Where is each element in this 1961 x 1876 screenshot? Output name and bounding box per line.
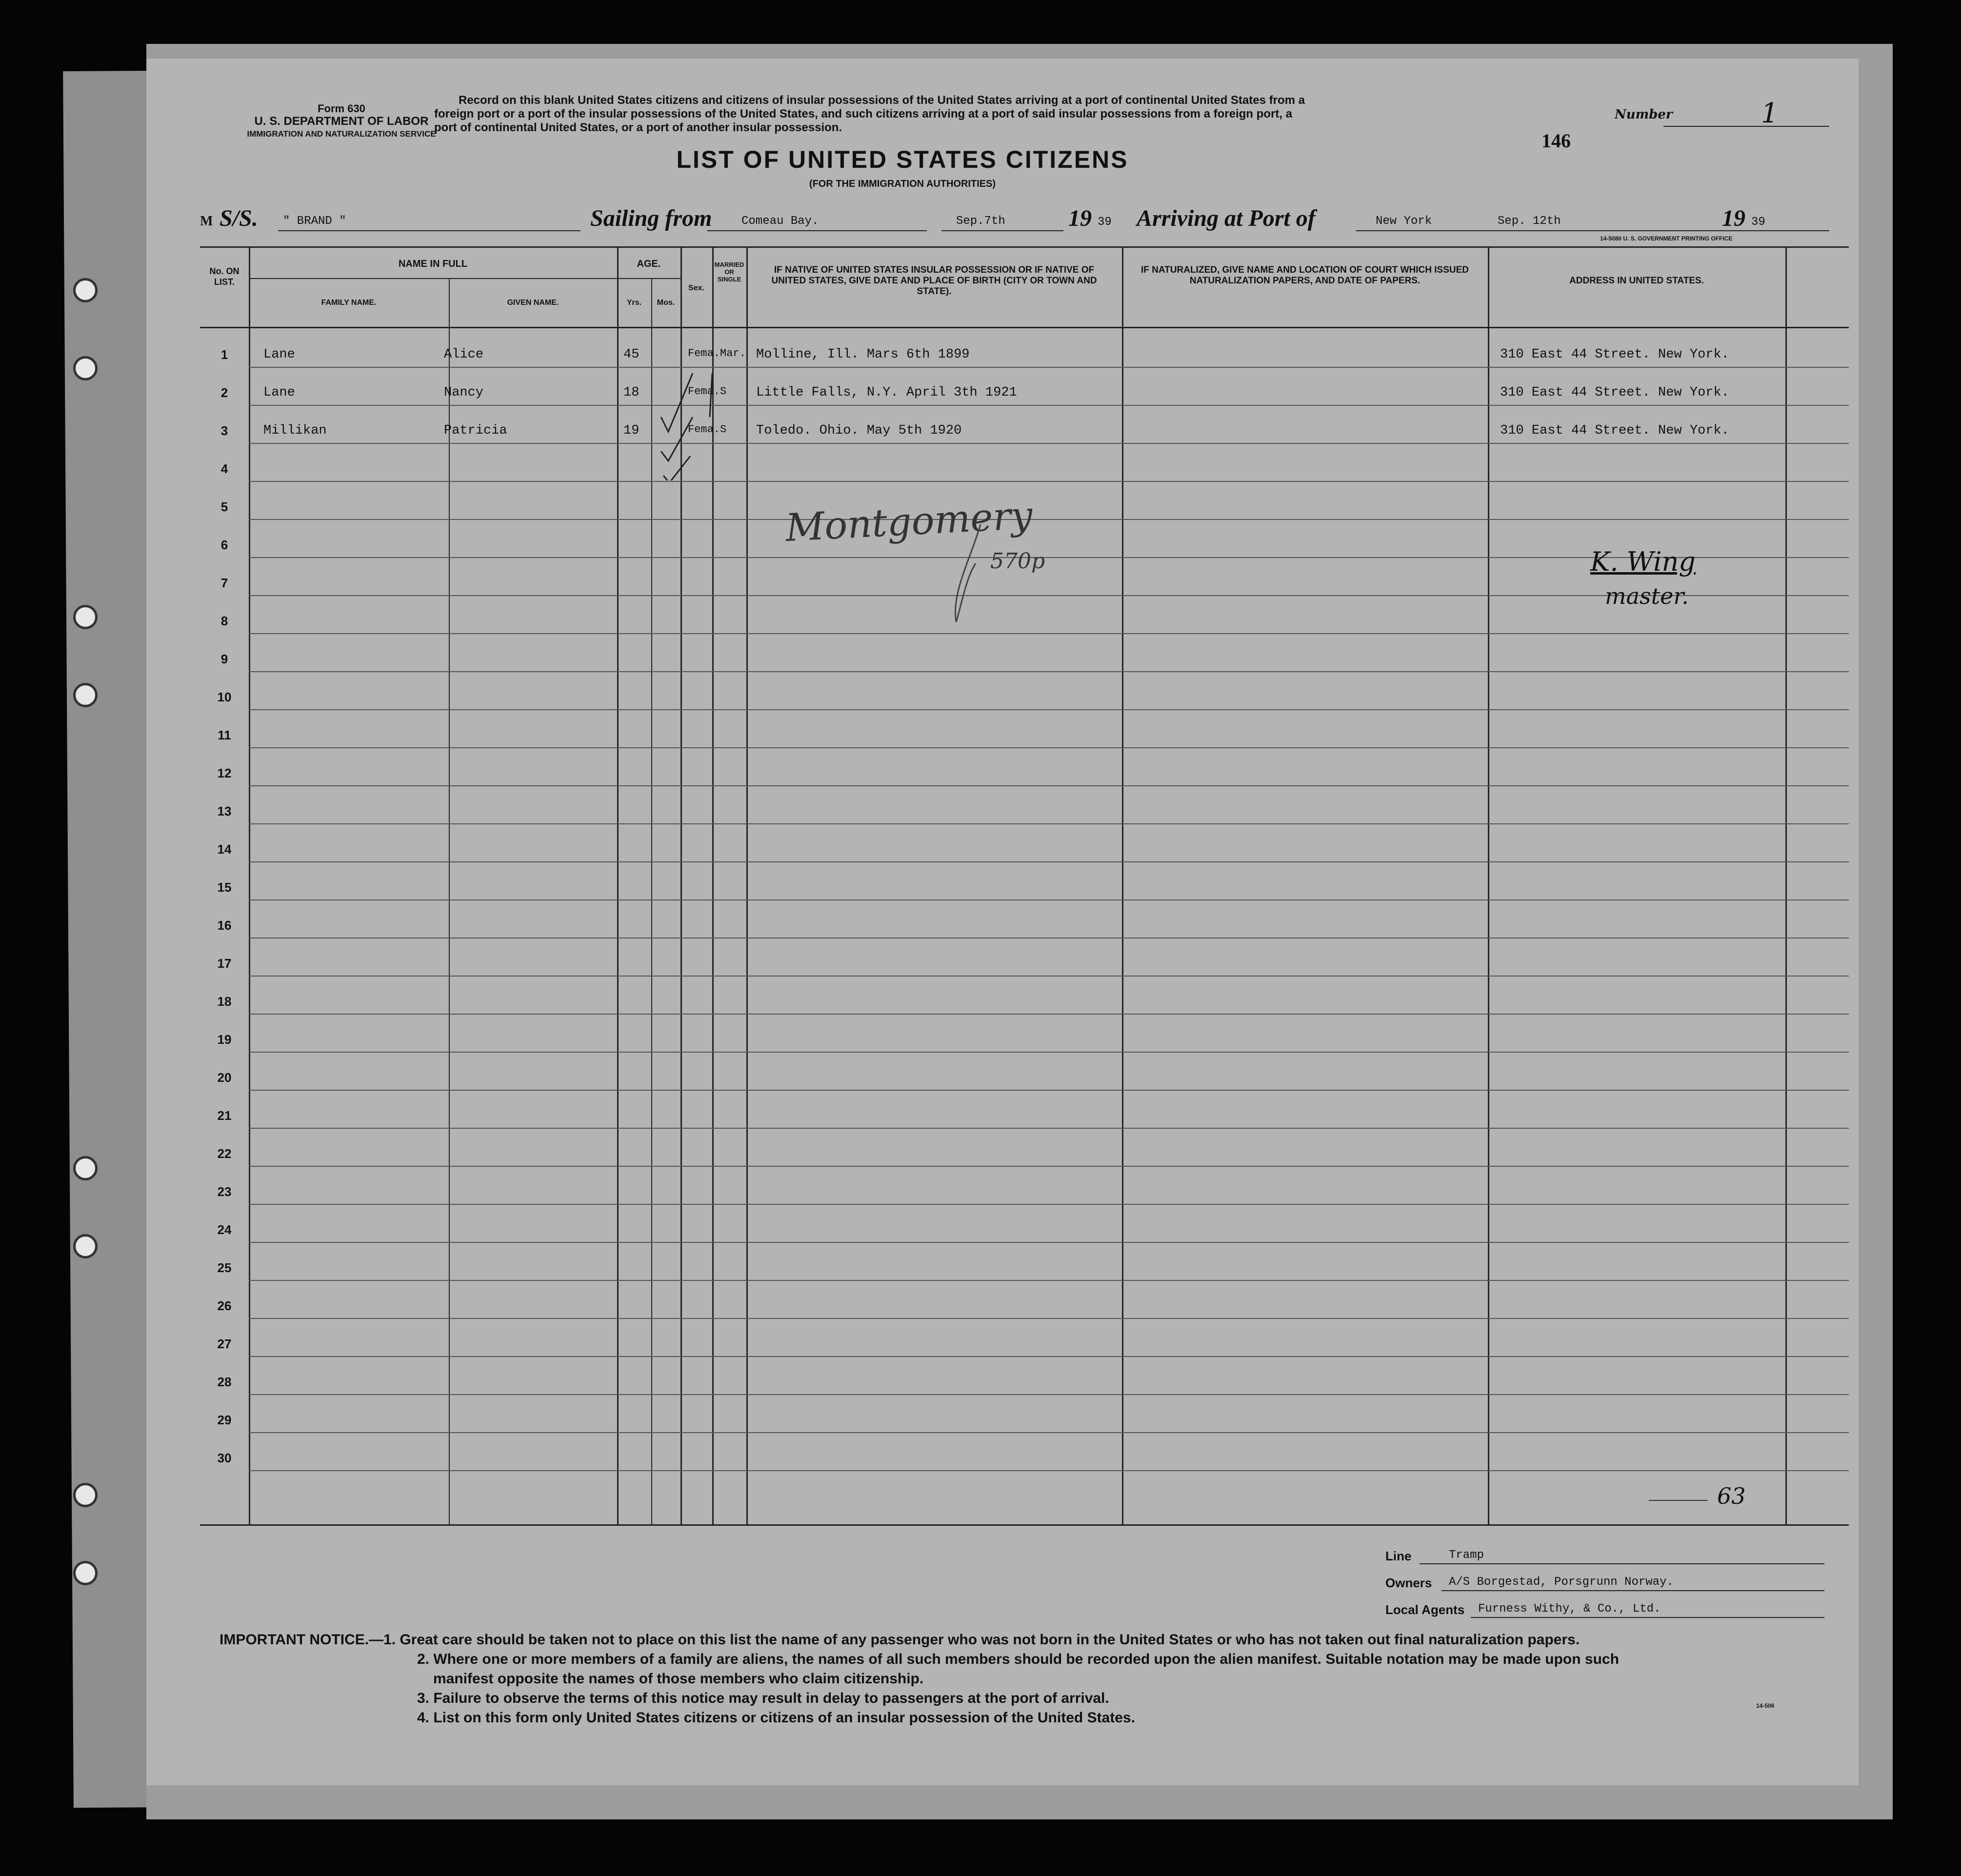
cell-sex: Fema. [688,385,720,398]
row-rule [249,1432,1849,1433]
row-number: 27 [217,1337,232,1351]
agents-underline [1471,1617,1824,1618]
row-number: 29 [217,1413,232,1427]
form-number: Form 630 [318,102,365,115]
row-rule [249,1204,1849,1205]
row-rule [249,1166,1849,1167]
notice-2b: manifest opposite the names of those members who claim citizenship. [433,1671,924,1687]
name-subheader-line [249,278,680,279]
number-underline [1663,126,1829,127]
punch-hole [73,278,98,302]
voyage-line [146,205,1859,242]
header-name-in-full: NAME IN FULL [398,259,468,269]
row-rule [249,633,1849,634]
row-number: 3 [220,423,228,438]
cell-address: 310 East 44 Street. New York. [1500,347,1729,362]
arrival-underline [1356,230,1829,231]
notice-1 [220,1630,1829,1650]
sailing-date: Sep.7th [956,215,1005,228]
header-naturalized: IF NATURALIZED, GIVE NAME AND LOCATION OF COURT WHICH ISSUED NATURALIZATION PAPERS, AND DATE OF PAPERS. [1141,265,1469,286]
tally-number: 63 [1717,1483,1746,1509]
punch-hole [73,1561,98,1585]
row-rule [249,1394,1849,1395]
footer-code: 14-506 [1756,1702,1775,1709]
cell-birth: Toledo. Ohio. May 5th 1920 [756,423,962,438]
sailing-date-underline [941,230,1063,231]
punch-hole [73,1156,98,1180]
header-no-on-list: No. ON LIST. [209,266,240,287]
year2-suffix: 39 [1751,216,1765,229]
master-signature: K. Wing [1590,546,1696,577]
row-rule [249,1280,1849,1281]
row-number: 6 [220,538,228,552]
punch-hole [73,1483,98,1507]
cell-sex: Fema. [688,347,720,359]
punch-hole [73,605,98,629]
row-rule [249,481,1849,482]
row-number: 10 [217,690,232,704]
row-rule [249,1014,1849,1015]
cell-family: Lane [263,347,295,362]
row-rule [249,1090,1849,1091]
inspector-signature: Montgomery [784,493,1034,551]
sailing-from: Comeau Bay. [741,215,819,228]
header-yrs: Yrs. [626,299,642,307]
vessel-type: S/S. [220,205,258,231]
cell-address: 310 East 44 Street. New York. [1500,385,1729,400]
notice-2a: 2. Where one or more members of a family are aliens, the names of all such members should be recorded upon the alien manifest. Suitable notation may be made upon such [417,1651,1619,1667]
row-rule [249,1128,1849,1129]
row-number: 24 [217,1222,232,1237]
punch-hole [73,356,98,380]
line-value: Tramp [1449,1549,1484,1562]
row-number: 11 [218,728,231,742]
notice-1-text: —1. Great care should be taken not to place on this list the name of any passenger who was not born in the United States or who has not taken out final naturalization papers. [369,1632,1580,1648]
col-line [1488,246,1489,1524]
row-number: 22 [217,1146,232,1161]
header-family-name: FAMILY NAME. [321,299,377,307]
row-number: 25 [217,1260,232,1275]
row-number: 20 [217,1070,232,1085]
col-line [746,246,748,1524]
row-number: 7 [220,576,228,590]
cell-given: Alice [444,347,484,362]
master-title: master. [1605,583,1689,609]
number-field [1615,98,1839,132]
line-label: Line [1385,1549,1412,1563]
row-rule [249,1356,1849,1357]
row-rule [249,367,1849,368]
instructions-block [434,94,1693,135]
row-number: 26 [217,1298,232,1313]
footer-block [1385,1549,1824,1632]
cell-marital: S [720,385,727,398]
page-subtitle: (FOR THE IMMIGRATION AUTHORITIES) [809,179,996,189]
punch-hole [73,1234,98,1258]
cell-given: Nancy [444,385,484,400]
row-number: 4 [220,461,228,476]
table-bottom-border [200,1524,1849,1526]
punch-hole [73,683,98,707]
year-suffix: 39 [1098,216,1112,229]
col-line [1785,246,1787,1524]
department: U. S. DEPARTMENT OF LABOR [254,115,429,128]
row-rule [249,823,1849,824]
cell-family: Millikan [263,423,327,438]
row-rule [249,671,1849,672]
row-number: 16 [217,918,232,933]
cell-yrs: 18 [623,385,640,400]
row-rule [249,519,1849,520]
owners-label: Owners [1385,1576,1432,1590]
cell-sex: Fema. [688,423,720,436]
row-number: 30 [217,1451,232,1465]
row-rule [249,1470,1849,1471]
row-rule [249,747,1849,748]
header-mos: Mos. [657,299,675,307]
row-number: 9 [220,652,228,666]
agents-value: Furness Withy, & Co., Ltd. [1478,1602,1661,1616]
row-number: 12 [217,766,232,780]
row-number: 28 [217,1375,232,1389]
cell-birth: Little Falls, N.Y. April 3th 1921 [756,385,1017,400]
number-value: 1 [1761,98,1779,129]
arriving-label: Arriving at Port of [1137,205,1316,231]
cell-address: 310 East 44 Street. New York. [1500,423,1729,438]
row-rule [249,976,1849,977]
row-number: 8 [220,614,228,628]
header-address: ADDRESS IN UNITED STATES. [1569,276,1704,286]
header-given-name: GIVEN NAME. [507,299,559,307]
table-top-border [200,246,1849,248]
important-label: IMPORTANT NOTICE. [220,1632,369,1648]
arrival-port: New York [1376,215,1432,228]
inspector-stroke [932,519,990,627]
owners-underline [1441,1590,1824,1591]
cell-yrs: 19 [623,423,640,438]
year2-prefix: 19 [1722,205,1745,231]
header-bottom-border [200,327,1849,328]
vessel-name: " BRAND " [283,215,346,228]
cell-marital: S [720,423,727,436]
row-number: 17 [217,956,232,971]
row-rule [249,405,1849,406]
header-age: AGE. [637,259,661,269]
row-rule [249,1318,1849,1319]
row-number: 13 [217,804,232,818]
row-rule [249,861,1849,862]
instructions-line-3: port of continental United States, or a port of another insular possession. [434,121,842,134]
page-number: 146 [1541,130,1571,152]
manifest-page [146,59,1859,1785]
row-number: 15 [217,880,232,895]
row-number: 23 [217,1184,232,1199]
inspector-note: 570p [990,549,1045,574]
vessel-underline [278,230,580,231]
row-rule [249,1242,1849,1243]
sailing-from-underline [707,230,927,231]
cell-birth: Molline, Ill. Mars 6th 1899 [756,347,970,362]
row-number: 14 [217,842,232,857]
notice-3: 3. Failure to observe the terms of this notice may result in delay to passengers at the port of arrival. [417,1690,1109,1706]
row-rule [249,899,1849,900]
print-code: 14-5080 U. S. GOVERNMENT PRINTING OFFICE [1600,235,1733,242]
row-number: 2 [220,385,228,400]
number-label: Number [1615,107,1673,122]
row-number: 1 [220,347,228,362]
line-underline [1420,1563,1824,1564]
col-line [249,246,250,1524]
agents-label: Local Agents [1385,1602,1465,1617]
tally-underline [1649,1500,1707,1501]
owners-value: A/S Borgestad, Porsgrunn Norway. [1449,1576,1674,1589]
service: IMMIGRATION AND NATURALIZATION SERVICE [247,129,436,139]
arrival-date: Sep. 12th [1498,215,1561,228]
col-line [617,246,619,1524]
instructions-line-1: Record on this blank United States citizens and citizens of insular possessions of the United States arriving at a port of continental United States from a [459,94,1305,107]
row-number: 21 [217,1108,232,1123]
header-sex: Sex. [688,284,704,292]
year-prefix: 19 [1068,205,1092,231]
cell-given: Patricia [444,423,507,438]
row-number: 19 [217,1032,232,1047]
row-rule [249,785,1849,786]
header-birth: IF NATIVE OF UNITED STATES INSULAR POSSESSION OR IF NATIVE OF UNITED STATES, GIVE DATE AND PLACE OF BIRTH (CITY OR TOWN AND STATE). [771,265,1097,297]
cell-family: Lane [263,385,295,400]
header-married: MARRIED OR SINGLE [714,261,744,283]
notice-4: 4. List on this form only United States citizens or citizens of an insular possession of the United States. [417,1710,1135,1726]
instructions-line-2: foreign port or a port of the insular possessions of the United States, and such citizens arriving at a port of said insular possessions from a foreign port, a [434,107,1292,120]
row-rule [249,709,1849,710]
row-rule [249,1052,1849,1053]
row-number: 5 [220,499,228,514]
row-number: 18 [217,994,232,1009]
col-line [1122,246,1123,1524]
cell-yrs: 45 [623,347,640,362]
passenger-table [200,246,1849,1534]
col-line [449,278,450,1524]
handwritten-checkmarks [639,363,746,480]
sailing-label: Sailing from [590,205,712,231]
vessel-prefix: M [200,214,213,229]
row-rule [249,443,1849,444]
cell-marital: Mar. [720,347,746,359]
page-title: LIST OF UNITED STATES CITIZENS [676,146,1129,173]
important-notice [220,1630,1829,1728]
